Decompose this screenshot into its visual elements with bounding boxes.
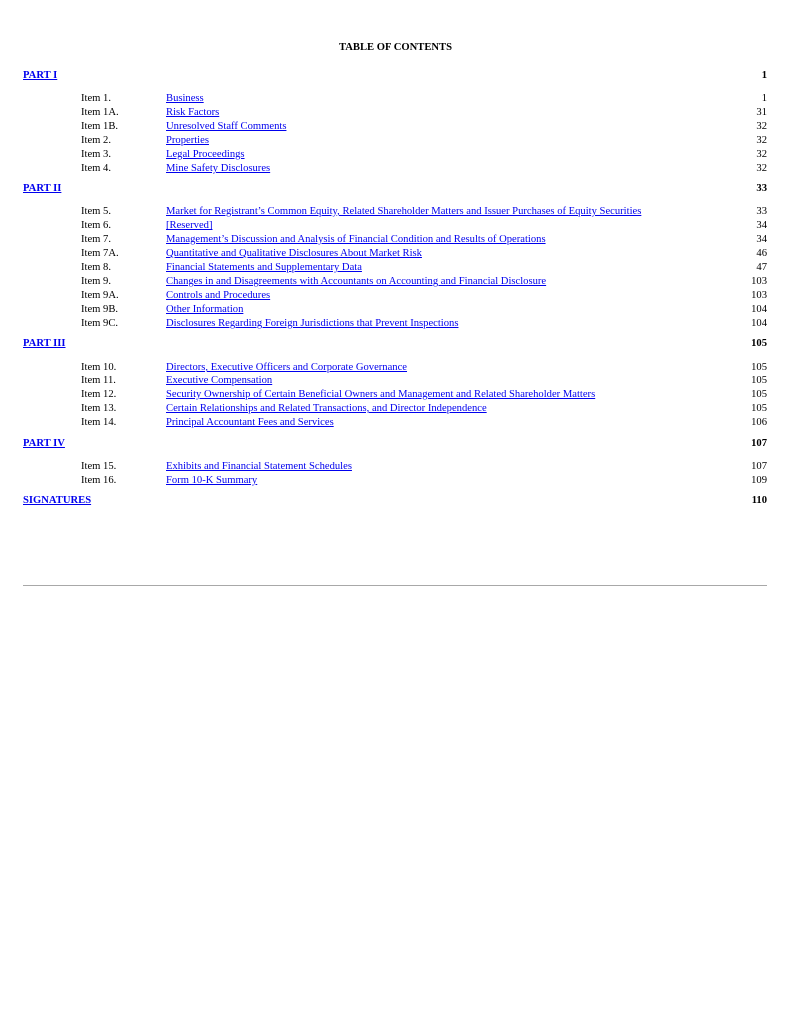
item-link[interactable]: Mine Safety Disclosures [166,163,271,174]
toc-row [23,474,767,488]
toc-row [23,275,767,289]
item-number: Item 4. [81,163,112,174]
item-page-number: 106 [751,417,767,428]
item-number: Item 1B. [81,121,119,132]
part-heading-4 [23,438,767,452]
item-number: Item 6. [81,220,112,231]
item-number: Item 7. [81,234,112,245]
signatures-link[interactable]: SIGNATURES [23,495,92,506]
item-link[interactable]: Controls and Procedures [166,290,271,301]
item-page-number: 32 [756,163,767,174]
toc-row [23,148,767,162]
toc-row [23,402,767,416]
item-link[interactable]: Changes in and Disagreements with Accountants on Accounting and Financial Disclosure [166,276,547,287]
item-number: Item 10. [81,362,117,373]
item-link[interactable]: Management’s Discussion and Analysis of Financial Condition and Results of Operations [166,234,546,245]
part-page-number: 33 [756,183,767,194]
item-number: Item 11. [81,375,116,386]
item-page-number: 31 [756,107,767,118]
toc-row [23,106,767,120]
item-number: Item 9A. [81,290,119,301]
item-link[interactable]: Security Ownership of Certain Beneficial Owners and Management and Related Shareholder Matters [166,389,596,400]
toc-row [23,374,767,388]
part-page-number: 107 [751,438,767,449]
toc-row [23,361,767,375]
item-page-number: 109 [751,475,767,486]
item-number: Item 8. [81,262,112,273]
item-page-number: 33 [756,206,767,217]
item-link[interactable]: Unresolved Staff Comments [166,121,287,132]
toc-row [23,261,767,275]
item-page-number: 105 [751,362,767,373]
toc-row [23,233,767,247]
item-number: Item 3. [81,149,112,160]
item-number: Item 9. [81,276,112,287]
item-link[interactable]: Directors, Executive Officers and Corporate Governance [166,362,408,373]
toc-row [23,120,767,134]
item-page-number: 104 [751,318,767,329]
item-page-number: 105 [751,389,767,400]
toc-row [23,219,767,233]
item-link[interactable]: Market for Registrant’s Common Equity, Related Shareholder Matters and Issuer Purchases of Equity Securities [166,206,642,217]
toc-row [23,416,767,430]
item-link[interactable]: Business [166,93,204,104]
part-link-1[interactable]: PART I [23,70,58,81]
part-heading-2 [23,183,767,197]
item-link[interactable]: Other Information [166,304,244,315]
item-page-number: 107 [751,461,767,472]
item-page-number: 105 [751,375,767,386]
item-page-number: 105 [751,403,767,414]
item-number: Item 1. [81,93,112,104]
item-page-number: 32 [756,135,767,146]
part-link-4[interactable]: PART IV [23,438,65,449]
item-page-number: 34 [756,220,767,231]
item-number: Item 15. [81,461,117,472]
part-heading-3 [23,338,767,352]
item-link[interactable]: Risk Factors [166,107,220,118]
item-link[interactable]: [Reserved] [166,220,213,231]
toc-row [23,247,767,261]
part-link-3[interactable]: PART III [23,338,66,349]
item-link[interactable]: Principal Accountant Fees and Services [166,417,334,428]
item-link[interactable]: Disclosures Regarding Foreign Jurisdictions that Prevent Inspections [166,318,459,329]
part-link-2[interactable]: PART II [23,183,62,194]
item-number: Item 5. [81,206,112,217]
item-page-number: 46 [756,248,767,259]
signatures-heading [23,495,767,509]
item-link[interactable]: Quantitative and Qualitative Disclosures About Market Risk [166,248,422,259]
item-link[interactable]: Form 10-K Summary [166,475,258,486]
item-number: Item 14. [81,417,117,428]
toc-row [23,289,767,303]
toc-row [23,317,767,331]
item-number: Item 9B. [81,304,119,315]
item-link[interactable]: Legal Proceedings [166,149,245,160]
item-page-number: 47 [756,262,767,273]
toc-row [23,134,767,148]
item-link[interactable]: Executive Compensation [166,375,273,386]
toc-row [23,460,767,474]
toc-row [23,388,767,402]
toc-row [23,92,767,106]
item-number: Item 16. [81,475,117,486]
item-number: Item 13. [81,403,117,414]
item-page-number: 103 [751,276,767,287]
page-title: TABLE OF CONTENTS [338,42,453,53]
item-page-number: 1 [761,93,767,104]
part-page-number: 105 [751,338,767,349]
item-number: Item 9C. [81,318,119,329]
toc-row [23,303,767,317]
item-number: Item 7A. [81,248,119,259]
horizontal-rule [23,585,767,586]
item-page-number: 32 [756,121,767,132]
item-number: Item 2. [81,135,112,146]
toc-row [23,205,767,219]
toc-row [23,162,767,176]
item-page-number: 32 [756,149,767,160]
item-page-number: 103 [751,290,767,301]
item-link[interactable]: Financial Statements and Supplementary Data [166,262,362,273]
item-link[interactable]: Properties [166,135,209,146]
item-page-number: 34 [756,234,767,245]
part-page-number: 110 [751,495,767,506]
item-number: Item 12. [81,389,117,400]
item-page-number: 104 [751,304,767,315]
item-number: Item 1A. [81,107,119,118]
part-heading-1 [23,70,767,84]
item-link[interactable]: Certain Relationships and Related Transactions, and Director Independence [166,403,487,414]
item-link[interactable]: Exhibits and Financial Statement Schedules [166,461,352,472]
part-page-number: 1 [761,70,767,81]
